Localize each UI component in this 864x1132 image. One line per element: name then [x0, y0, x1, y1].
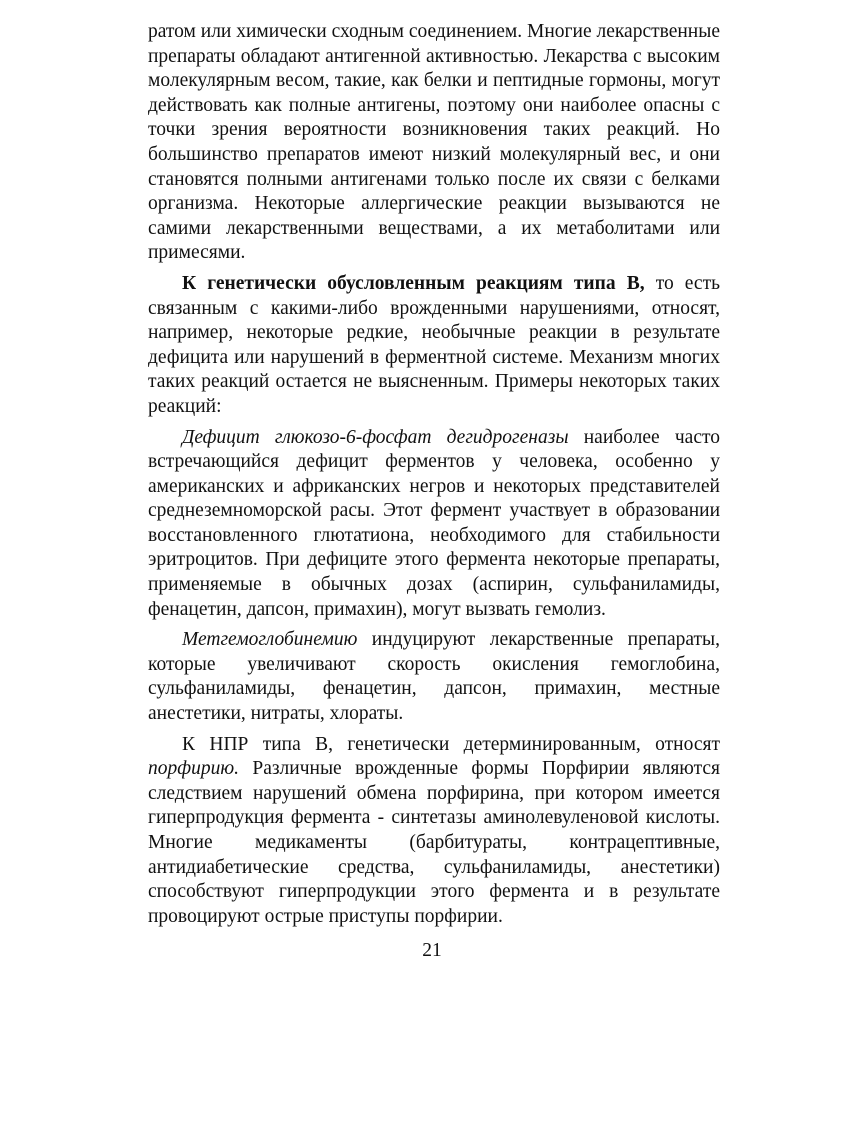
porphyria-intro: К НПР типа В, генетически детерминированным, относят [182, 733, 720, 755]
paragraph-porphyria [148, 733, 720, 930]
porphyria-term: порфирию. [148, 758, 239, 780]
genetic-reactions-text: то есть связанным с какими-либо врожденными нарушениями, относят, например, некоторые редкие, необычные реакции в результате дефицита или нарушений в ферментной системе. Механизм многих таких реакций остается не выясненным. Примеры некоторых таких реакций: [148, 272, 720, 417]
paragraph-antigens-text: ратом или химически сходным соединением. Многие лекарственные препараты обладают антигенной активностью. Лекарства с высоким молекулярным весом, такие, как белки и пептидные гормоны, могут действовать как полные антигены, поэтому они наиболее опасны с точки зрения вероятности возникновения таких реакций. Но большинство препаратов имеют низкий молекулярный вес, и они становятся полными антигенами только после их связи с белками организма. Некоторые аллергические реакции вызываются не самими лекарственными веществами, а их метаболитами или примесями. [148, 21, 720, 264]
genetic-reactions-heading: К генетически обусловленным реакциям типа B, [182, 272, 645, 294]
g6pd-term: Дефицит глюкозо-6-фосфат дегидрогеназы [182, 426, 569, 448]
methemoglobinemia-text: индуцируют лекарственные препараты, которые увеличивают скорость окисления гемоглобина, сульфаниламиды, фенацетин, дапсон, примахин, местные анестетики, нитраты, хлораты. [148, 629, 720, 725]
page-text-block [148, 20, 720, 935]
paragraph-g6pd-deficiency [148, 426, 720, 623]
paragraph-genetic-reactions [148, 272, 720, 420]
porphyria-text: Различные врожденные формы Порфирии являются следствием нарушений обмена порфирина, при котором имеется гиперпродукция фермента - синтетазы аминолевуленовой кислоты. Многие медикаменты (барбитураты, контрацептивные, антидиабетические средства, сульфаниламиды, анестетики) способствуют гиперпродукции этого фермента и в результате провоцируют острые приступы порфирии. [148, 758, 720, 927]
paragraph-antigens [148, 20, 720, 266]
g6pd-text: наиболее часто встречающийся дефицит ферментов у человека, особенно у американских и африканских негров и некоторых представителей среднеземноморской расы. Этот фермент участвует в образовании восстановленного глютатиона, необходимого для стабильности эритроцитов. При дефиците этого фермента некоторые препараты, применяемые в обычных дозах (аспирин, сульфаниламиды, фенацетин, дапсон, примахин), могут вызвать гемолиз. [148, 426, 720, 620]
page-number: 21 [422, 940, 442, 961]
paragraph-methemoglobinemia [148, 628, 720, 726]
methemoglobinemia-term: Метгемоглобинемию [182, 629, 358, 651]
